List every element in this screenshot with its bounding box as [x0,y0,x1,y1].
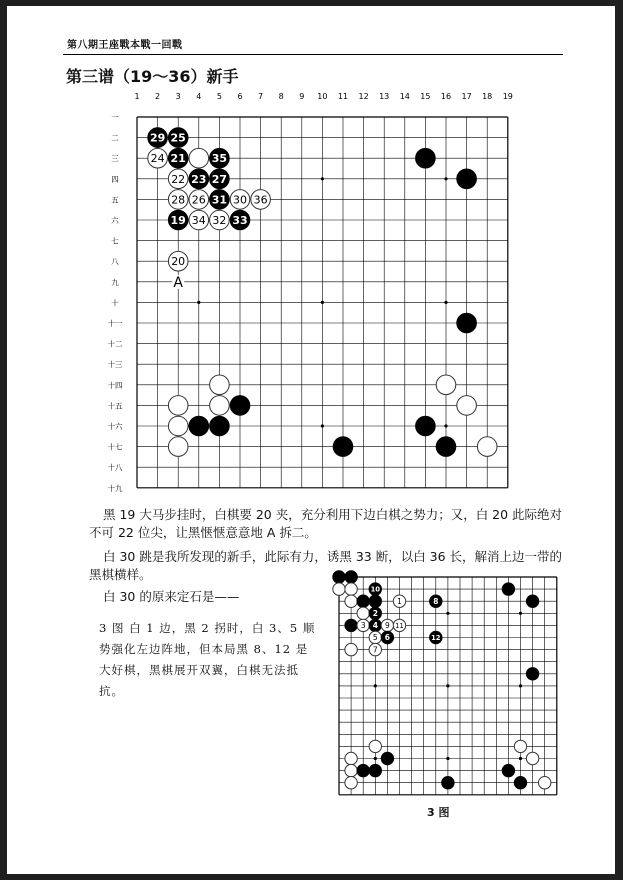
running-header: 第八期王座戰本戰一回戰 [67,40,183,51]
column-label: 15 [420,92,431,101]
column-label: 12 [358,92,369,101]
move-number: 33 [232,213,248,227]
black-stone [345,571,357,583]
row-label: 三 [111,154,119,164]
row-label: 十九 [107,483,123,493]
column-label: 6 [237,92,243,101]
move-number: 2 [372,608,378,618]
star-point [374,757,377,760]
row-label: 十二 [107,339,123,349]
column-label: 9 [299,92,305,101]
move-number: 8 [433,596,439,606]
column-label: 13 [379,92,390,101]
column-label: 14 [399,92,410,101]
move-number: 34 [191,213,206,227]
move-number: 32 [212,213,227,227]
paragraph-2: 白 30 跳是我所发现的新手，此际有力，诱黑 33 断，以白 36 长，解消上边一带的黑棋横样。 [89,549,563,582]
column-label: 18 [482,92,493,101]
column-label: 19 [502,92,513,101]
black-stone [369,764,381,776]
row-label: 八 [111,257,119,267]
row-label: 一 [111,113,119,122]
row-label: 七 [111,236,119,246]
move-number: 31 [211,193,228,207]
white-stone [345,643,357,655]
move-number: 28 [171,193,186,207]
move-number: 27 [211,172,228,186]
column-label: 3 [175,92,181,101]
row-label: 五 [111,195,119,205]
move-number: 5 [372,633,378,643]
black-stone [502,583,514,595]
black-stone [357,764,369,776]
move-number: 26 [191,193,206,207]
white-stone [369,740,381,752]
column-label: 1 [134,92,140,101]
move-number: 3 [360,621,366,631]
star-point [519,612,522,615]
row-label: 十八 [107,463,123,473]
white-stone [345,583,357,595]
white-stone [333,583,345,595]
move-number: 6 [384,633,391,643]
row-label: 四 [111,174,119,184]
white-stone [345,595,357,607]
column-label: 7 [258,92,264,101]
move-number: 9 [385,621,390,631]
white-stone [514,740,526,752]
move-number: 7 [372,645,378,655]
figure-3-go-board [7,6,615,874]
move-number: 22 [171,172,186,186]
column-label: 11 [337,92,349,101]
white-stone [539,777,551,789]
black-stone [357,595,369,607]
black-stone [369,595,381,607]
move-number: 21 [170,152,186,166]
move-number: 10 [370,585,381,594]
row-label: 十一 [107,319,123,328]
black-stone [526,595,538,607]
paragraph-3: 白 30 的原来定石是—— [103,589,240,604]
column-label: 2 [155,92,161,101]
column-label: 17 [461,92,472,101]
move-number: 23 [191,172,207,186]
figure-3-caption: 3 图 [427,806,450,819]
move-number: 25 [170,131,186,145]
white-stone [526,752,538,764]
row-label: 十三 [107,360,123,370]
row-label: 十五 [107,401,123,411]
move-number: 36 [253,193,268,207]
black-stone [333,571,345,583]
black-stone [345,619,357,631]
paragraph-1: 黑 19 大马步挂时，白棋要 20 夹，充分利用下边白棋之势力；又，白 20 此际绝对不可 22 位尖，让黑惬惬意意地 A 拆二。 [89,507,563,540]
move-number: 29 [149,131,166,145]
section-title: 第三谱（19～36）新手 [66,67,239,86]
row-label: 九 [111,277,119,287]
row-label: 六 [111,216,119,225]
move-number: 30 [233,193,247,207]
move-number: 12 [431,633,441,642]
white-stone [345,777,357,789]
black-stone [514,777,526,789]
move-number: 11 [395,621,404,630]
column-label: 16 [440,92,452,101]
white-stone [357,607,369,619]
black-stone [526,668,538,680]
move-number: 19 [170,213,186,227]
star-point [446,684,449,687]
column-label: 4 [196,92,202,101]
star-point [374,684,377,687]
column-label: 10 [317,92,328,101]
row-label: 二 [111,133,119,143]
black-stone [381,752,393,764]
star-point [519,684,522,687]
row-label: 十 [111,298,119,308]
move-number: 4 [372,621,378,631]
black-stone [442,777,454,789]
move-number: 24 [150,152,165,166]
column-label: 8 [278,92,284,101]
row-label: 十六 [107,422,123,431]
row-label: 十四 [107,380,123,390]
black-stone [502,764,514,776]
star-point [446,612,449,615]
position-mark-a: A [173,274,183,291]
white-stone [345,764,357,776]
move-number: 20 [171,255,186,269]
column-label: 5 [216,92,222,101]
document-page [7,6,615,874]
move-number: 35 [211,152,228,166]
star-point [446,757,449,760]
star-point [519,757,522,760]
figure-3-description: 3 图 白 1 边，黑 2 拐时，白 3、5 顺势强化左边阵地，但本局黑 8、12 是大好棋，黑棋展开双翼，白棋无法抵抗。 [99,621,316,698]
white-stone [345,752,357,764]
row-label: 十七 [107,442,123,452]
move-number: 1 [397,596,402,606]
